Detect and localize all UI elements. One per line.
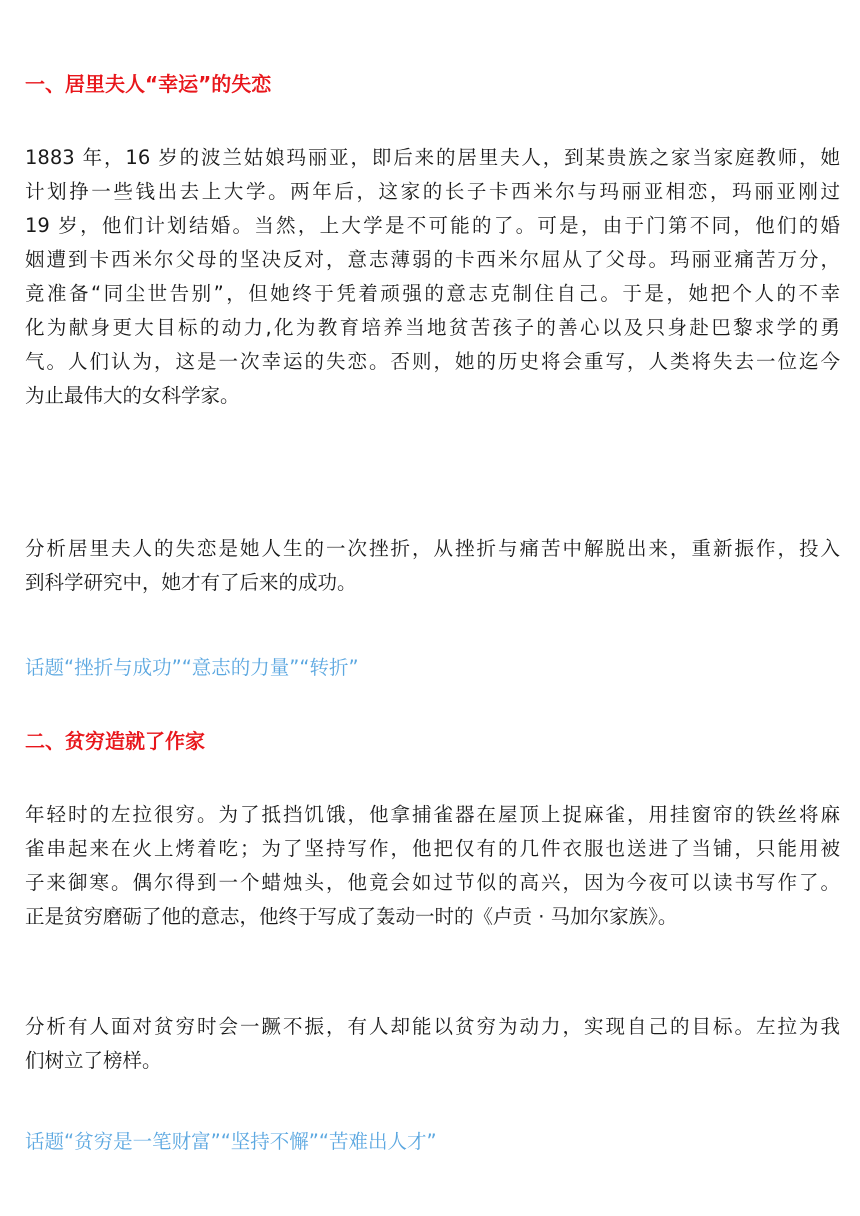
section-1-story-line: 计划挣一些钱出去上大学。两年后，这家的长子卡西米尔与玛丽亚相恋，玛丽亚刚过 [25, 180, 840, 203]
section-2-topics: 话题“贫穷是一笔财富”“坚持不懈”“苦难出人才” [25, 1130, 437, 1153]
section-1-analysis-line: 到科学研究中，她才有了后来的成功。 [25, 571, 357, 594]
section-2-story-line: 子来御寒。偶尔得到一个蜡烛头，他竟会如过节似的高兴，因为今夜可以读书写作了。 [25, 871, 840, 894]
section-2-story-line: 正是贫穷磨砺了他的意志，他终于写成了轰动一时的《卢贡 · 马加尔家族》。 [25, 905, 678, 928]
section-2-story-line: 雀串起来在火上烤着吃；为了坚持写作，他把仅有的几件衣服也送进了当铺，只能用被 [25, 837, 840, 860]
section-1-heading: 一、居里夫人“幸运”的失恋 [25, 72, 272, 96]
section-1-topics: 话题“挫折与成功”“意志的力量”“转折” [25, 656, 359, 679]
section-2-story-line: 年轻时的左拉很穷。为了抵挡饥饿，他拿捕雀器在屋顶上捉麻雀，用挂窗帘的铁丝将麻 [25, 803, 840, 826]
section-1-story-line: 化为献身更大目标的动力,化为教育培养当地贫苦孩子的善心以及只身赴巴黎求学的勇 [25, 316, 840, 339]
section-1-story-line: 1883 年，16 岁的波兰姑娘玛丽亚，即后来的居里夫人，到某贵族之家当家庭教师，她 [25, 146, 840, 169]
section-1-story-line: 气。人们认为，这是一次幸运的失恋。否则，她的历史将会重写，人类将失去一位迄今 [25, 350, 840, 373]
section-1-story [25, 141, 840, 413]
section-2-analysis-line: 分析有人面对贫穷时会一蹶不振，有人却能以贫穷为动力，实现自己的目标。左拉为我 [25, 1015, 840, 1038]
section-1-story-line: 为止最伟大的女科学家。 [25, 384, 240, 407]
section-1-story-line: 竟准备“同尘世告别”，但她终于凭着顽强的意志克制住自己。于是，她把个人的不幸 [25, 282, 840, 305]
section-1-analysis [25, 532, 840, 600]
section-2-analysis [25, 1010, 840, 1078]
section-1-story-line: 姻遭到卡西米尔父母的坚决反对，意志薄弱的卡西米尔屈从了父母。玛丽亚痛苦万分， [25, 248, 840, 271]
section-1-analysis-line: 分析居里夫人的失恋是她人生的一次挫折，从挫折与痛苦中解脱出来，重新振作，投入 [25, 537, 840, 560]
section-2-heading: 二、贫穷造就了作家 [25, 729, 205, 753]
section-2-story [25, 798, 840, 934]
section-2-analysis-line: 们树立了榜样。 [25, 1049, 162, 1072]
section-1-story-line: 19 岁，他们计划结婚。当然，上大学是不可能的了。可是，由于门第不同，他们的婚 [25, 214, 840, 237]
